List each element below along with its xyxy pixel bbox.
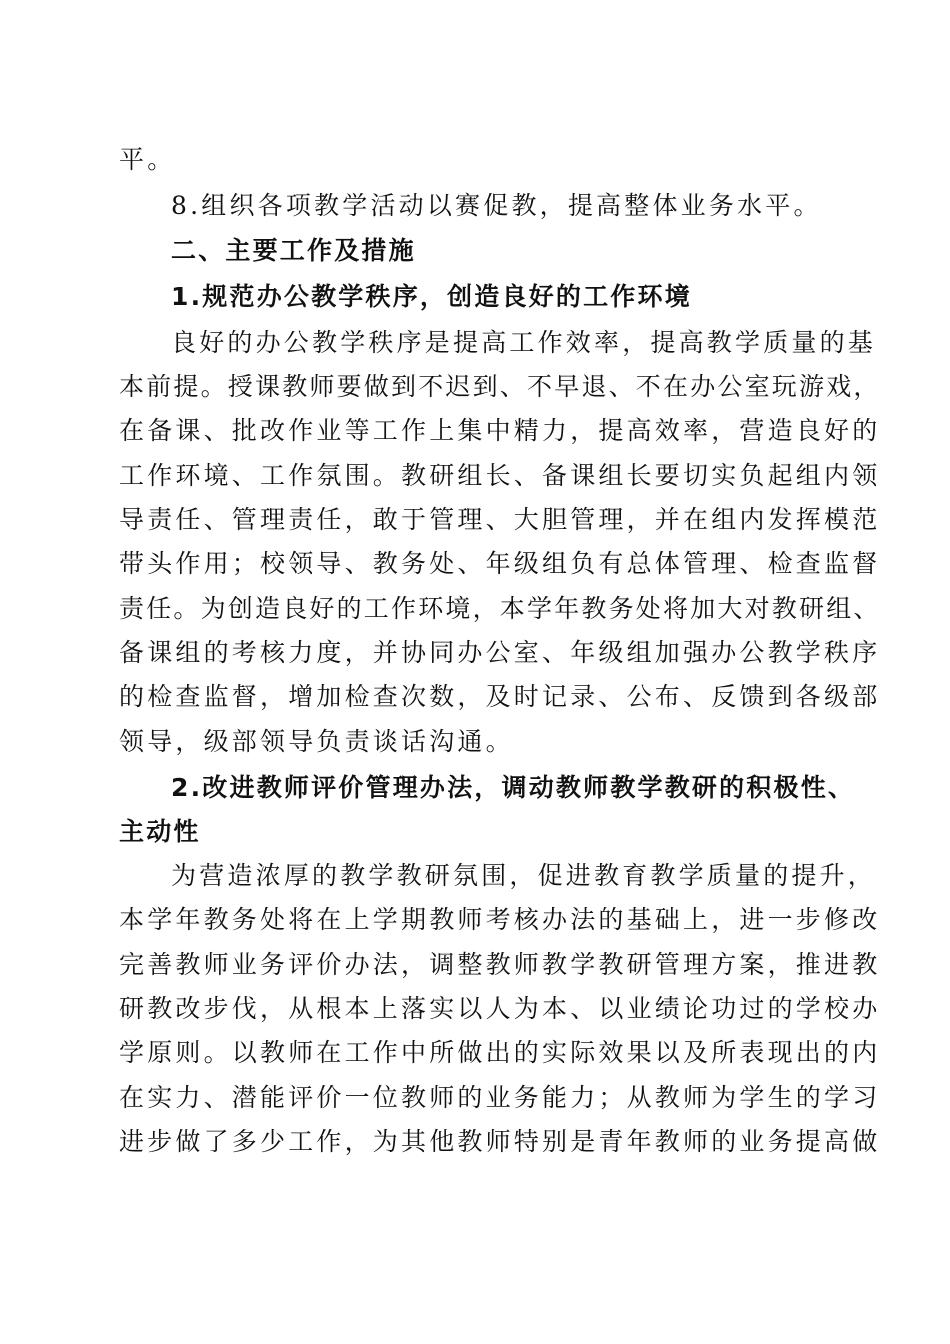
paragraph-line: 领导，级部领导负责谈话沟通。 — [119, 727, 514, 756]
paragraph-line: 本学年教务处将在上学期教师考核办法的基础上，进一步修改 — [119, 905, 881, 934]
paragraph-line: 本前提。授课教师要做到不迟到、不早退、不在办公室玩游戏， — [119, 372, 881, 401]
subsection-heading-1: 1.规范办公教学秩序，创造良好的工作环境 — [171, 282, 692, 311]
paragraph-line: 的检查监督，增加检查次数，及时记录、公布、反馈到各级部 — [119, 682, 881, 711]
paragraph-line: 在实力、潜能评价一位教师的业务能力；从教师为学生的学习 — [119, 1083, 881, 1112]
paragraph-line: 学原则。以教师在工作中所做出的实际效果以及所表现出的内 — [119, 1038, 881, 1067]
subsection-heading-2-continued: 主动性 — [119, 817, 201, 846]
paragraph-line: 工作环境、工作氛围。教研组长、备课组长要切实负起组内领 — [119, 461, 881, 490]
paragraph-line: 备课组的考核力度，并协同办公室、年级组加强办公教学秩序 — [119, 638, 881, 667]
paragraph-line: 在备课、批改作业等工作上集中精力，提高效率，营造良好的 — [119, 416, 881, 445]
paragraph-line: 良好的办公教学秩序是提高工作效率，提高教学质量的基 — [171, 328, 877, 357]
paragraph-line: 研教改步伐，从根本上落实以人为本、以业绩论功过的学校办 — [119, 994, 881, 1023]
paragraph-line: 责任。为创造良好的工作环境，本学年教务处将加大对教研组、 — [119, 594, 881, 623]
paragraph-line: 为营造浓厚的教学教研氛围，促进教育教学质量的提升， — [171, 861, 877, 890]
subsection-heading-2: 2.改进教师评价管理办法，调动教师教学教研的积极性、 — [171, 773, 856, 802]
paragraph-line: 平。 — [119, 145, 176, 174]
paragraph-line: 进步做了多少工作，为其他教师特别是青年教师的业务提高做 — [119, 1127, 881, 1156]
goal-item-8: 8.组织各项教学活动以赛促教，提高整体业务水平。 — [171, 191, 822, 220]
paragraph-line: 导责任、管理责任，敢于管理、大胆管理，并在组内发挥模范 — [119, 505, 881, 534]
paragraph-line: 完善教师业务评价办法，调整教师教学教研管理方案，推进教 — [119, 950, 881, 979]
section-heading: 二、主要工作及措施 — [171, 236, 416, 265]
paragraph-line: 带头作用；校领导、教务处、年级组负有总体管理、检查监督 — [119, 549, 881, 578]
